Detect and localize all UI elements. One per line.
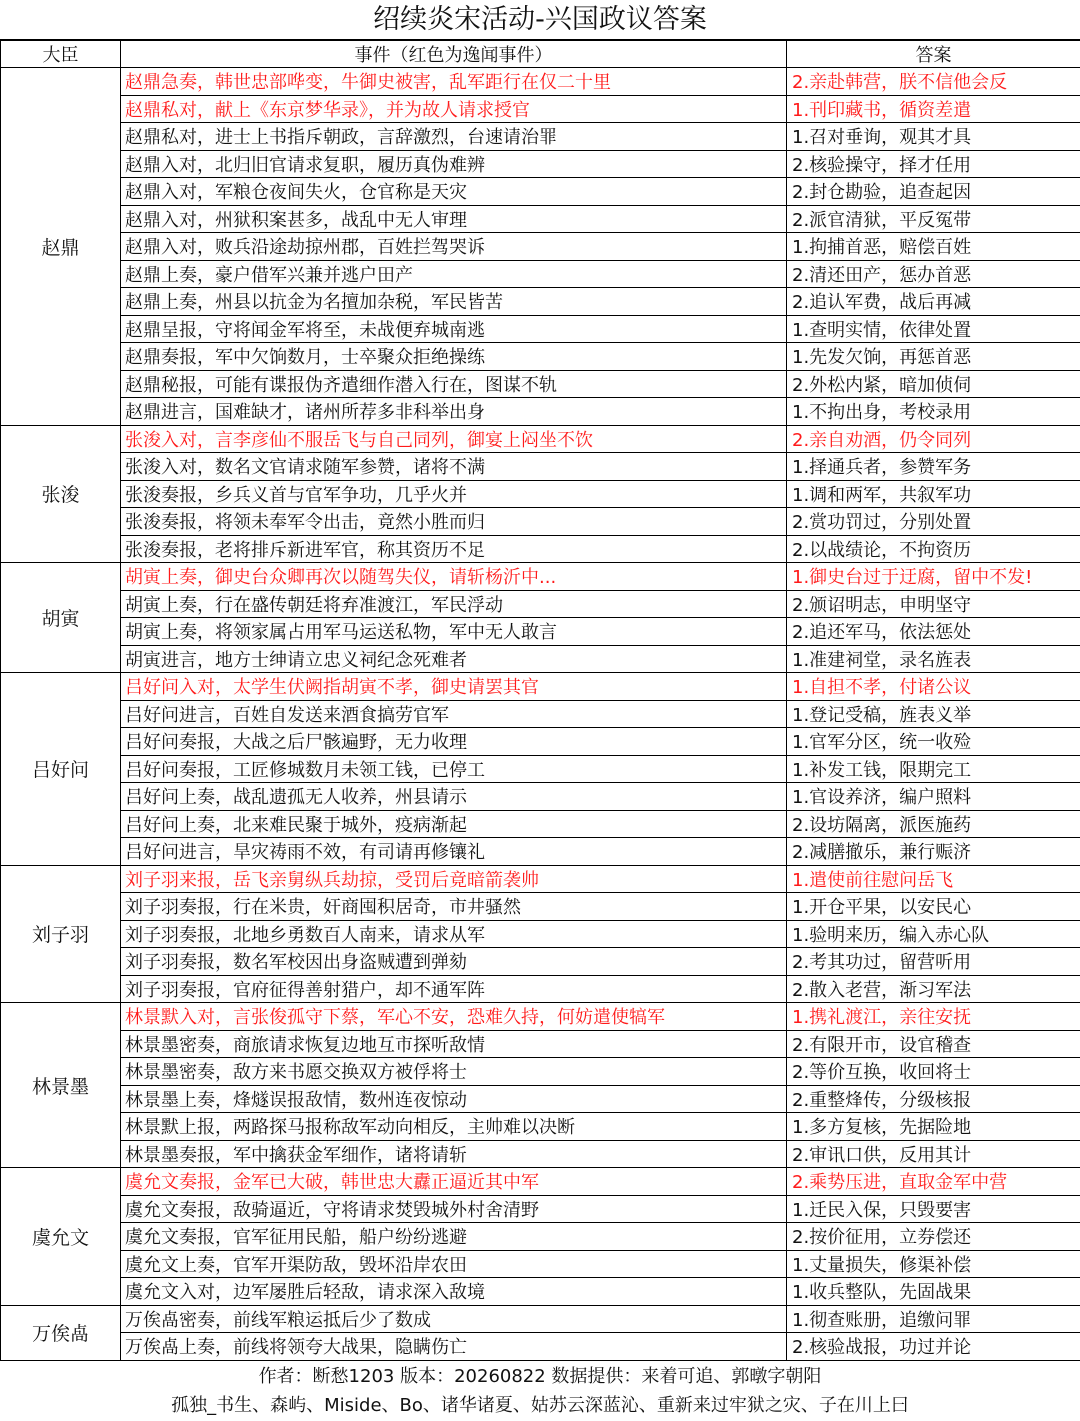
answer-cell: 2.减膳撤乐，兼行赈济: [787, 838, 1080, 866]
table-row-secret-event: [1, 1003, 1080, 1031]
event-cell: 刘子羽奏报，官府征得善射猎户，却不通军阵: [121, 975, 787, 1003]
event-cell: 赵鼎私对，进士上书指斥朝政，言辞激烈，台速请治罪: [121, 123, 787, 151]
answer-cell: 1.自担不孝，付诸公议: [787, 673, 1080, 701]
table-row-secret-event: [1, 95, 1080, 123]
header-row: [1, 41, 1080, 68]
answer-cell: 2.等价互换，收回将士: [787, 1058, 1080, 1086]
answer-cell: 2.乘势压进，直取金军中营: [787, 1168, 1080, 1196]
answer-cell: 1.不拘出身，考校录用: [787, 398, 1080, 426]
answer-cell: 1.准建祠堂，录名旌表: [787, 645, 1080, 673]
table-row: [1, 480, 1080, 508]
answer-cell: 2.散入老营，渐习军法: [787, 975, 1080, 1003]
table-row: [1, 205, 1080, 233]
table-row: [1, 535, 1080, 563]
table-row: [1, 398, 1080, 426]
event-cell: 赵鼎急奏，韩世忠部哗变，牛御史被害，乱军距行在仅二十里: [121, 68, 787, 96]
table-row: [1, 1140, 1080, 1168]
minister-name: 虞允文: [1, 1168, 121, 1306]
answer-cell: 2.重整烽传，分级核报: [787, 1085, 1080, 1113]
table-row: [1, 1278, 1080, 1306]
table-row: [1, 233, 1080, 261]
event-cell: 张浚入对，数名文官请求随军参赞，诸将不满: [121, 453, 787, 481]
answer-cell: 1.登记受稿，旌表义举: [787, 700, 1080, 728]
event-cell: 林景默上报，两路探马报称敌军动向相反，主帅难以决断: [121, 1113, 787, 1141]
minister-name: 赵鼎: [1, 68, 121, 426]
event-cell: 吕好问上奏，北来难民聚于城外，疫病渐起: [121, 810, 787, 838]
answer-cell: 2.外松内紧，暗加侦伺: [787, 370, 1080, 398]
table-row: [1, 1113, 1080, 1141]
answer-cell: 2.追认军费，战后再减: [787, 288, 1080, 316]
answer-cell: 1.官设养济，编户照料: [787, 783, 1080, 811]
table-body: [1, 68, 1080, 1361]
event-cell: 赵鼎秘报，可能有谍报伪齐遣细作潜入行在，图谋不轨: [121, 370, 787, 398]
answer-cell: 1.验明来历，编入赤心队: [787, 920, 1080, 948]
table-row-secret-event: [1, 425, 1080, 453]
answer-cell: 1.丈量损失，修渠补偿: [787, 1250, 1080, 1278]
page-title: 绍续炎宋活动-兴国政议答案: [0, 0, 1080, 40]
answer-cell: 2.审讯口供，反用其计: [787, 1140, 1080, 1168]
table-row: [1, 1085, 1080, 1113]
footer-contributors: 孤独_书生、森屿、Miside、Bo、诸华诸夏、姑苏云深蓝沁、重新来过牢狱之灾、子在川上曰: [171, 1395, 909, 1416]
answer-cell: 1.补发工钱，限期完工: [787, 755, 1080, 783]
answer-cell: 1.携礼渡江，亲往安抚: [787, 1003, 1080, 1031]
answer-cell: 2.亲赴韩营，朕不信他会反: [787, 68, 1080, 96]
event-cell: 林景墨密奏，敌方来书愿交换双方被俘将士: [121, 1058, 787, 1086]
event-cell: 赵鼎入对，败兵沿途劫掠州郡，百姓拦驾哭诉: [121, 233, 787, 261]
event-cell: 刘子羽来报，岳飞亲舅纵兵劫掠，受罚后竟暗箭袭帅: [121, 865, 787, 893]
table-row: [1, 1030, 1080, 1058]
table-row: [1, 453, 1080, 481]
header-event: 事件（红色为逸闻事件）: [121, 41, 787, 68]
event-cell: 吕好问奏报，大战之后尸骸遍野，无力收理: [121, 728, 787, 756]
answer-cell: 1.迁民入保，只毁要害: [787, 1195, 1080, 1223]
answer-cell: 1.召对垂询，观其才具: [787, 123, 1080, 151]
event-cell: 万俟卨上奏，前线将领夸大战果，隐瞒伤亡: [121, 1333, 787, 1361]
event-cell: 虞允文上奏，官军开渠防敌，毁坏沿岸农田: [121, 1250, 787, 1278]
table-row: [1, 508, 1080, 536]
table-row: [1, 315, 1080, 343]
answer-cell: 2.颁诏明志，申明坚守: [787, 590, 1080, 618]
answer-cell: 1.多方复核，先据险地: [787, 1113, 1080, 1141]
minister-name: 张浚: [1, 425, 121, 563]
event-cell: 吕好问奏报，工匠修城数月未领工钱，已停工: [121, 755, 787, 783]
event-cell: 虞允文入对，边军屡胜后轻敌，请求深入敌境: [121, 1278, 787, 1306]
table-row: [1, 838, 1080, 866]
header-answer: 答案: [787, 41, 1080, 68]
minister-name: 刘子羽: [1, 865, 121, 1003]
event-cell: 胡寅上奏，御史台众卿再次以随驾失仪，请斩杨沂中...: [121, 563, 787, 591]
answer-cell: 2.设坊隔离，派医施药: [787, 810, 1080, 838]
answer-cell: 2.封仓勘验，追查起因: [787, 178, 1080, 206]
event-cell: 刘子羽奏报，数名军校因出身盗贼遭到弹劾: [121, 948, 787, 976]
event-cell: 刘子羽奏报，北地乡勇数百人南来，请求从军: [121, 920, 787, 948]
table-row: [1, 1333, 1080, 1361]
table-row: [1, 975, 1080, 1003]
answer-cell: 1.彻查账册，追缴问罪: [787, 1305, 1080, 1333]
event-cell: 虞允文奏报，金军已大破，韩世忠大纛正逼近其中军: [121, 1168, 787, 1196]
table-row: [1, 260, 1080, 288]
table-row: [1, 1058, 1080, 1086]
table-row: [1, 893, 1080, 921]
answer-cell: 1.遣使前往慰问岳飞: [787, 865, 1080, 893]
event-cell: 虞允文奏报，敌骑逼近，守将请求焚毁城外村舍清野: [121, 1195, 787, 1223]
event-cell: 胡寅上奏，行在盛传朝廷将弃准渡江，军民浮动: [121, 590, 787, 618]
table-row-secret-event: [1, 673, 1080, 701]
table-row: [1, 755, 1080, 783]
event-cell: 林景墨上奏，烽燧误报敌情，数州连夜惊动: [121, 1085, 787, 1113]
event-cell: 吕好问入对，太学生伏阙指胡寅不孝，御史请罢其官: [121, 673, 787, 701]
minister-name: 林景墨: [1, 1003, 121, 1168]
event-cell: 赵鼎入对，军粮仓夜间失火，仓官称是天灾: [121, 178, 787, 206]
event-cell: 张浚奏报，将领未奉军令出击，竟然小胜而归: [121, 508, 787, 536]
answer-cell: 2.亲自劝酒，仍令同列: [787, 425, 1080, 453]
answer-cell: 2.追还军马，依法惩处: [787, 618, 1080, 646]
answer-cell: 1.刊印藏书，循资差遣: [787, 95, 1080, 123]
answer-cell: 2.核验战报，功过并论: [787, 1333, 1080, 1361]
event-cell: 赵鼎私对，献上《东京梦华录》，并为故人请求授官: [121, 95, 787, 123]
event-cell: 张浚奏报，老将排斥新进军官，称其资历不足: [121, 535, 787, 563]
event-cell: 赵鼎奏报，军中欠饷数月，士卒聚众拒绝操练: [121, 343, 787, 371]
event-cell: 刘子羽奏报，行在米贵，奸商囤积居奇，市井骚然: [121, 893, 787, 921]
footer: [0, 1362, 1080, 1421]
table-row: [1, 1223, 1080, 1251]
event-cell: 张浚入对，言李彦仙不服岳飞与自己同列，御宴上闷坐不饮: [121, 425, 787, 453]
answer-cell: 1.拘捕首恶，赔偿百姓: [787, 233, 1080, 261]
table-row: [1, 590, 1080, 618]
answer-cell: 2.清还田产，惩办首恶: [787, 260, 1080, 288]
table-row-secret-event: [1, 865, 1080, 893]
answer-table: [0, 40, 1080, 1361]
event-cell: 林景墨奏报，军中擒获金军细作，诸将请斩: [121, 1140, 787, 1168]
minister-name: 万俟卨: [1, 1305, 121, 1360]
answer-cell: 1.先发欠饷，再惩首恶: [787, 343, 1080, 371]
event-cell: 赵鼎入对，北归旧官请求复职，履历真伪难辨: [121, 150, 787, 178]
minister-name: 胡寅: [1, 563, 121, 673]
event-cell: 赵鼎上奏，州县以抗金为名擅加杂税，军民皆苦: [121, 288, 787, 316]
answer-cell: 2.核验操守，择才任用: [787, 150, 1080, 178]
event-cell: 林景墨密奏，商旅请求恢复边地互市探听敌情: [121, 1030, 787, 1058]
event-cell: 胡寅上奏，将领家属占用军马运送私物，军中无人敢言: [121, 618, 787, 646]
event-cell: 胡寅进言，地方士绅请立忠义祠纪念死难者: [121, 645, 787, 673]
answer-cell: 1.官军分区，统一收殓: [787, 728, 1080, 756]
event-cell: 万俟卨密奏，前线军粮运抵后少了数成: [121, 1305, 787, 1333]
event-cell: 赵鼎上奏，豪户借军兴兼并逃户田产: [121, 260, 787, 288]
minister-name: 吕好问: [1, 673, 121, 866]
answer-cell: 1.御史台过于迂腐，留中不发!: [787, 563, 1080, 591]
table-row-secret-event: [1, 68, 1080, 96]
answer-cell: 1.查明实情，依律处置: [787, 315, 1080, 343]
table-row-secret-event: [1, 563, 1080, 591]
header-minister: 大臣: [1, 41, 121, 68]
event-cell: 吕好问进言，旱灾祷雨不效，有司请再修镶礼: [121, 838, 787, 866]
table-row: [1, 618, 1080, 646]
footer-credits: 作者：断愁1203 版本：20260822 数据提供：来着可追、郭暾字朝阳: [258, 1366, 822, 1387]
event-cell: 虞允文奏报，官军征用民船，船户纷纷逃避: [121, 1223, 787, 1251]
event-cell: 赵鼎呈报，守将闻金军将至，未战便弃城南逃: [121, 315, 787, 343]
table-row: [1, 1250, 1080, 1278]
answer-cell: 2.以战绩论，不拘资历: [787, 535, 1080, 563]
answer-cell: 2.派官清狱，平反冤带: [787, 205, 1080, 233]
table-row: [1, 370, 1080, 398]
event-cell: 张浚奏报，乡兵义首与官军争功，几乎火并: [121, 480, 787, 508]
event-cell: 赵鼎入对，州狱积案甚多，战乱中无人审理: [121, 205, 787, 233]
answer-cell: 2.赏功罚过，分别处置: [787, 508, 1080, 536]
table-row: [1, 645, 1080, 673]
answer-cell: 1.收兵整队，先固战果: [787, 1278, 1080, 1306]
table-row: [1, 920, 1080, 948]
table-row-secret-event: [1, 1168, 1080, 1196]
answer-cell: 1.调和两军，共叙军功: [787, 480, 1080, 508]
answer-cell: 2.按价征用，立券偿还: [787, 1223, 1080, 1251]
table-row: [1, 728, 1080, 756]
table-row: [1, 178, 1080, 206]
event-cell: 吕好问进言，百姓自发送来酒食搞劳官军: [121, 700, 787, 728]
answer-cell: 1.开仓平果，以安民心: [787, 893, 1080, 921]
table-row: [1, 343, 1080, 371]
table-row: [1, 123, 1080, 151]
table-row: [1, 1305, 1080, 1333]
table-row: [1, 1195, 1080, 1223]
event-cell: 赵鼎进言，国难缺才，诸州所荐多非科举出身: [121, 398, 787, 426]
answer-cell: 2.考其功过，留营听用: [787, 948, 1080, 976]
event-cell: 林景默入对，言张俊孤守下蔡，军心不安，恐难久持，何妨遣使犒军: [121, 1003, 787, 1031]
table-row: [1, 150, 1080, 178]
table-row: [1, 810, 1080, 838]
table-row: [1, 288, 1080, 316]
table-row: [1, 783, 1080, 811]
answer-cell: 1.择通兵者，参赞军务: [787, 453, 1080, 481]
event-cell: 吕好问上奏，战乱遗孤无人收养，州县请示: [121, 783, 787, 811]
answer-cell: 2.有限开市，设官稽查: [787, 1030, 1080, 1058]
table-row: [1, 700, 1080, 728]
table-row: [1, 948, 1080, 976]
